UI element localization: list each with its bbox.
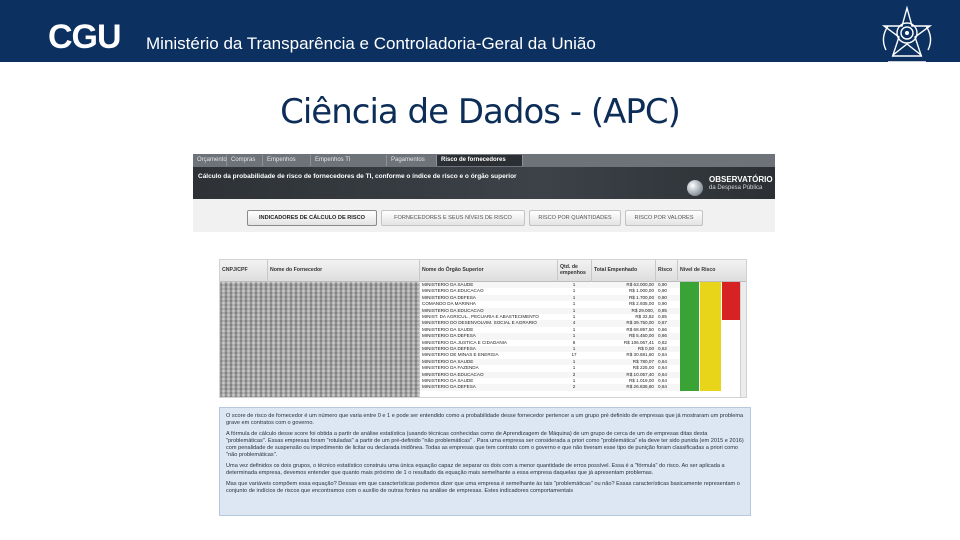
cell-risco: 0,90 bbox=[658, 294, 667, 300]
table-scrollbar[interactable] bbox=[740, 282, 746, 398]
col-orgao[interactable]: Nome do Órgão Superior bbox=[420, 260, 558, 282]
cell-total: R$ 39.750,00 bbox=[626, 320, 654, 326]
risco-quantidades-button[interactable]: RISCO POR QUANTIDADES bbox=[529, 210, 621, 226]
brazil-coat-of-arms-icon bbox=[874, 4, 940, 70]
cell-orgao: MINISTERIO DE MINAS E ENERGIA bbox=[422, 352, 499, 358]
header-bar bbox=[0, 0, 960, 62]
tab-orcamento[interactable]: Orçamento bbox=[193, 155, 227, 166]
cell-orgao: MINISTERIO DA DEFESA bbox=[422, 294, 476, 300]
cell-risco: 0,66 bbox=[658, 333, 667, 339]
cell-risco: 0,90 bbox=[658, 288, 667, 294]
cell-total: R$ 26.836,80 bbox=[626, 384, 654, 390]
cell-orgao: MINISTERIO DA JUSTICA E CIDADANIA bbox=[422, 339, 507, 345]
risk-level-segment bbox=[680, 384, 700, 390]
section-button-row bbox=[193, 199, 775, 232]
cell-total: R$ 2.935,00 bbox=[628, 301, 654, 307]
cell-risco: 0,64 bbox=[658, 378, 667, 383]
cell-orgao: MINISTERIO DA SAUDE bbox=[422, 282, 474, 287]
risk-level-segment bbox=[700, 384, 722, 390]
cell-orgao: COMANDO DA MARINHA bbox=[422, 301, 476, 307]
cell-total: R$ 1.700,00 bbox=[628, 294, 654, 300]
app-tab-bar bbox=[193, 154, 775, 167]
cell-risco: 0,85 bbox=[658, 307, 667, 313]
app-subtitle: Cálculo da probabilidade de risco de fornecedores de TI, conforme o índice de risco e o órgão superior bbox=[198, 173, 517, 180]
cell-total: R$ 29.000, bbox=[631, 307, 654, 313]
col-cnpj[interactable]: CNPJ/CPF bbox=[220, 260, 268, 282]
cell-risco: 0,85 bbox=[658, 314, 667, 319]
cell-risco: 0,62 bbox=[658, 346, 667, 351]
tab-empenhos[interactable]: Empenhos bbox=[263, 155, 311, 166]
cell-risco: 0,67 bbox=[658, 320, 667, 326]
cell-orgao: MINISTERIO DA DEFESA bbox=[422, 384, 476, 390]
cell-risco: 0,64 bbox=[658, 371, 667, 377]
cell-orgao: MINISTERIO DA FAZENDA bbox=[422, 365, 479, 371]
cell-orgao: MINIST. DA AGRICUL., PECUARIA E ABASTECIMENTO bbox=[422, 314, 539, 319]
cell-orgao: MINISTERIO DA EDUCACAO bbox=[422, 307, 484, 313]
risk-level-segment bbox=[722, 384, 742, 390]
cell-qtd: 1 bbox=[572, 294, 576, 300]
cell-total: R$ 30.681,60 bbox=[626, 352, 654, 358]
tab-compras[interactable]: Compras bbox=[227, 155, 263, 166]
cell-total: R$ 0,00 bbox=[637, 346, 654, 351]
cell-total: R$ 1.019,00 bbox=[628, 378, 654, 383]
cell-qtd: 2 bbox=[572, 371, 576, 377]
cell-qtd: 1 bbox=[572, 307, 576, 313]
cell-total: R$ 68.897,50 bbox=[626, 326, 654, 332]
cell-risco: 0,64 bbox=[658, 352, 667, 358]
description-paragraph: Uma vez definidos os dois grupos, o técnico estatístico construiu uma única equação capaz de separar os dois com a menor quantidade de erros possível. Essa é a "fórmula" do risco. Ao ser aplicada a determinada empresa, devemos entender que quanto mais próximo de 1 o resultado da equação mais semelhante a essa empresa daquelas que já apresentam problemas. bbox=[226, 463, 725, 476]
cgu-logo: CGU bbox=[48, 18, 121, 56]
cell-total: R$ 5.450,00 bbox=[628, 333, 654, 339]
globe-icon bbox=[687, 180, 703, 196]
cell-risco: 0,64 bbox=[658, 358, 667, 364]
tab-empenhos-ti[interactable]: Empenhos TI bbox=[311, 155, 387, 166]
cell-total: R$ 225,00 bbox=[632, 365, 654, 371]
fornecedores-button[interactable]: FORNECEDORES E SEUS NÍVEIS DE RISCO bbox=[381, 210, 525, 226]
risco-valores-button[interactable]: RISCO POR VALORES bbox=[625, 210, 703, 226]
description-paragraph: Mas que variáveis compõem essa equação? Dessas em que características podemos dizer que uma empresa é semelhante às tais "problemáticas" ou não? Essas características basicamente representam o conjunto de indícios de riscos que encontramos com o auxílio de outras fontes na análise de empresas. Estes indicadores comportamentais bbox=[226, 481, 740, 494]
cell-orgao: MINISTERIO DA DEFESA bbox=[422, 333, 476, 339]
col-risco[interactable]: Risco bbox=[656, 260, 678, 282]
cell-qtd: 1 bbox=[572, 365, 576, 371]
table-header bbox=[220, 260, 747, 282]
col-nivel[interactable]: Nível de Risco bbox=[678, 260, 747, 282]
redacted-supplier-area bbox=[220, 282, 420, 398]
cell-qtd: 1 bbox=[572, 301, 576, 307]
cell-qtd: 17 bbox=[571, 352, 577, 358]
cell-qtd: 1 bbox=[572, 282, 576, 287]
cell-qtd: 2 bbox=[572, 384, 576, 390]
brand-title: OBSERVATÓRIO bbox=[709, 175, 773, 184]
tab-pagamentos[interactable]: Pagamentos bbox=[387, 155, 437, 166]
cell-total: R$ 10.057,40 bbox=[626, 371, 654, 377]
cell-orgao: MINISTERIO DA EDUCACAO bbox=[422, 371, 484, 377]
cell-qtd: 1 bbox=[572, 326, 576, 332]
cell-orgao: MINISTERIO DA DEFESA bbox=[422, 346, 476, 351]
brand-subtitle: da Despesa Pública bbox=[709, 185, 763, 191]
slide-title: Ciência de Dados - (APC) bbox=[280, 92, 680, 132]
cell-orgao: MINISTERIO DA EDUCACAO bbox=[422, 288, 484, 294]
description-paragraph: O score de risco de fornecedor é um número que varia entre 0 e 1 e pode ser entendido como a probabilidade desse fornecedor pertencer a um grupo pré definido de empresas que já mostraram um problema grave em contratos com o governo. bbox=[226, 413, 744, 426]
tab-risco-fornecedores[interactable]: Risco de fornecedores bbox=[437, 155, 523, 166]
cell-orgao: MINISTERIO DA SAUDE bbox=[422, 326, 474, 332]
col-qtd[interactable]: Qtd. de empenhos bbox=[558, 260, 592, 282]
risk-table bbox=[219, 259, 747, 398]
cell-orgao: MINISTERIO DO DESENVOLVIM. SOCIAL E AGRARIO bbox=[422, 320, 537, 326]
cell-risco: 0,62 bbox=[658, 339, 667, 345]
cell-qtd: 1 bbox=[572, 288, 576, 294]
description-paragraph: A fórmula de cálculo desse score foi obtida a partir de análise estatística (usando técnicas conhecidas como de Aprendizagem de Máquina) de um grupo de cerca de um de empresas ditas desta "problemáticas". Essas empresas foram "rotuladas" a partir de um pré-definido "não problemáticas" . Para uma empresa ser considerada a priori como "problemática" ela deve ter sido punida (em 2015 e 2016) com penalidade de suspensão ou impedimento de licitar ou declarada inidônea. Todas as empresas que tem contrato com o governo e que não tiveram esse tipo de punição foram classificadas a priori como "não problemáticas". bbox=[226, 431, 744, 458]
cell-qtd: 1 bbox=[572, 346, 576, 351]
cell-qtd: 4 bbox=[572, 320, 576, 326]
cell-total: R$ 32,82 bbox=[635, 314, 654, 319]
indicadores-button[interactable]: INDICADORES DE CÁLCULO DE RISCO bbox=[247, 210, 377, 226]
cell-total: R$ 106.067,41 bbox=[623, 339, 654, 345]
cell-qtd: 6 bbox=[572, 339, 576, 345]
cell-total: R$ 1.000,00 bbox=[628, 288, 654, 294]
cell-qtd: 1 bbox=[572, 333, 576, 339]
cell-orgao: MINISTERIO DA SAUDE bbox=[422, 358, 474, 364]
app-header-screenshot bbox=[193, 154, 775, 232]
cell-risco: 0,64 bbox=[658, 384, 667, 390]
cell-qtd: 1 bbox=[572, 314, 576, 319]
cell-risco: 0,64 bbox=[658, 365, 667, 371]
cell-qtd: 1 bbox=[572, 378, 576, 383]
cell-qtd: 1 bbox=[572, 358, 576, 364]
cell-total: R$ 780,07 bbox=[632, 358, 654, 364]
description-panel bbox=[219, 407, 751, 516]
cell-orgao: MINISTERIO DA SAUDE bbox=[422, 378, 474, 383]
cell-risco: 0,90 bbox=[658, 301, 667, 307]
cell-risco: 0,90 bbox=[658, 282, 667, 287]
cell-total: R$ 63.000,00 bbox=[626, 282, 654, 287]
cell-risco: 0,66 bbox=[658, 326, 667, 332]
col-fornecedor[interactable]: Nome do Fornecedor bbox=[268, 260, 420, 282]
org-name: Ministério da Transparência e Controladoria-Geral da União bbox=[146, 34, 596, 53]
col-total[interactable]: Total Empenhado bbox=[592, 260, 656, 282]
